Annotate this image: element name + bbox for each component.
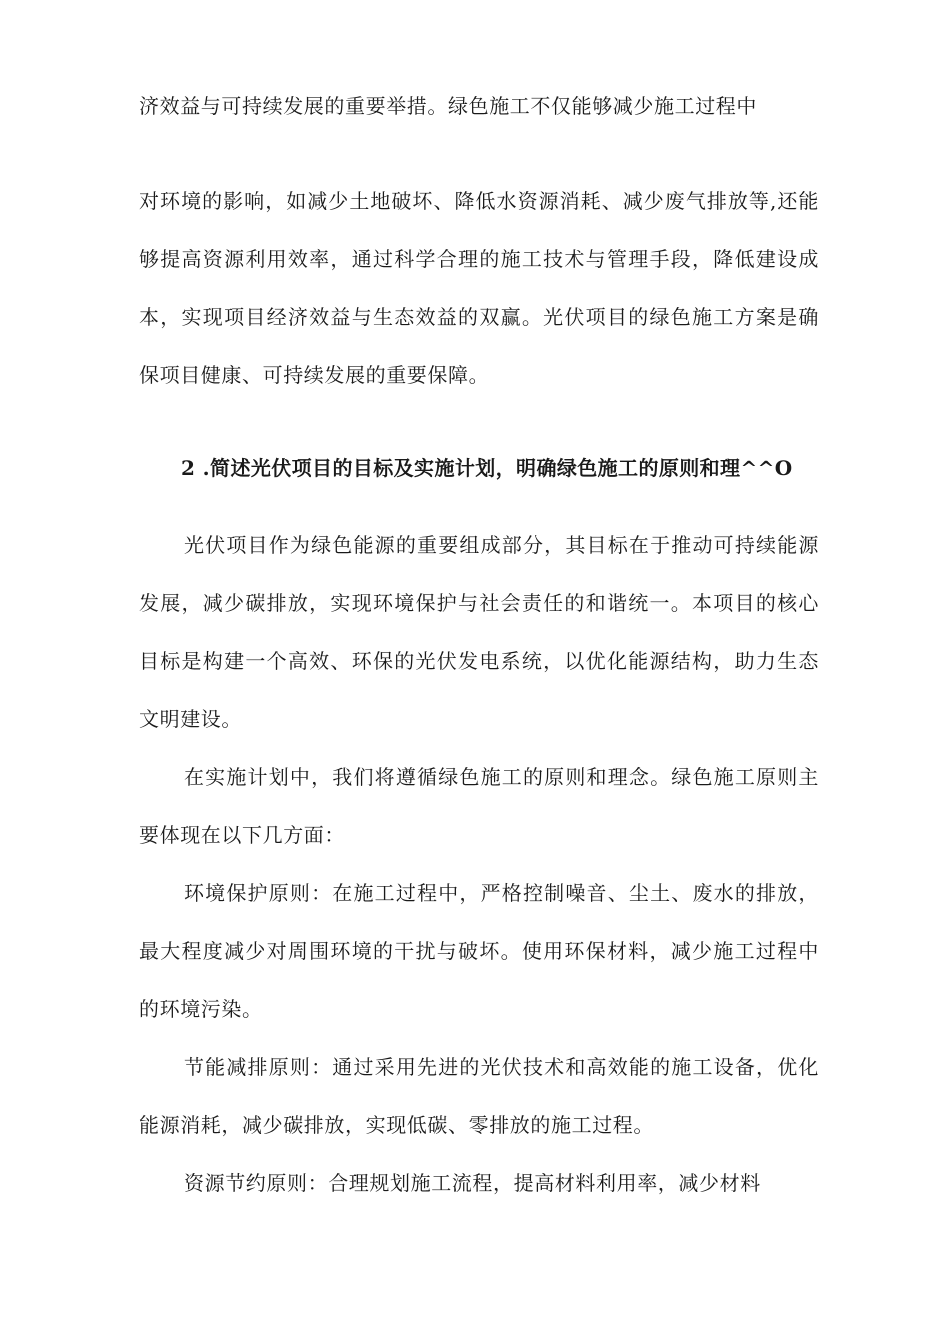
text-line: 在实施计划中，我们将遵循绿色施工的原则和理念。绿色施工原则主: [184, 765, 819, 789]
text-line: 最大程度减少对周围环境的干扰与破坏。使用环保材料，减少施工过程中: [139, 939, 819, 963]
text-line: 节能减排原则：通过采用先进的光伏技术和高效能的施工设备，优化: [184, 1055, 819, 1079]
text-line: 光伏项目作为绿色能源的重要组成部分，其目标在于推动可持续能源: [184, 533, 819, 557]
text-line: 发展，减少碳排放，实现环境保护与社会责任的和谐统一。本项目的核心: [139, 591, 819, 615]
text-line: 的环境污染。: [139, 997, 263, 1021]
text-line: 保项目健康、可持续发展的重要保障。: [139, 363, 490, 387]
text-line: 目标是构建一个高效、环保的光伏发电系统，以优化能源结构，助力生态: [139, 649, 819, 673]
text-line: 对环境的影响，如减少土地破坏、降低水资源消耗、减少废气排放等,还能: [139, 189, 819, 213]
text-line: 能源消耗，减少碳排放，实现低碳、零排放的施工过程。: [139, 1113, 654, 1137]
text-line: 济效益与可持续发展的重要举措。绿色施工不仅能够减少施工过程中: [139, 94, 757, 118]
section-heading: 2 .简述光伏项目的目标及实施计划，明确绿色施工的原则和理^^O: [181, 456, 793, 480]
text-line: 要体现在以下几方面：: [139, 823, 345, 847]
text-line: 够提高资源利用效率，通过科学合理的施工技术与管理手段，降低建设成: [139, 247, 819, 271]
text-line: 文明建设。: [139, 707, 242, 731]
text-line: 资源节约原则：合理规划施工流程，提高材料利用率，减少材料: [184, 1171, 761, 1195]
text-line: 环境保护原则：在施工过程中，严格控制噪音、尘土、废水的排放，: [184, 881, 819, 905]
text-line: 本，实现项目经济效益与生态效益的双赢。光伏项目的绿色施工方案是确: [139, 305, 819, 329]
